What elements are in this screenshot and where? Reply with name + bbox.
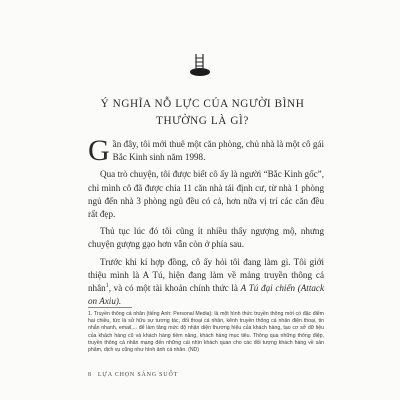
paragraph-2: Qua trò chuyện, tôi được biết cô ấy là người “Bắc Kinh gốc”, chỉ mình cô đã được chia 11 căn nhà tái định cư, từ nhà 1 phòng ngủ đến nhà 3 phòng ngủ đều có cả, hơn nữa vị trí các căn đều rất đẹp. [88, 169, 324, 220]
body-text [88, 134, 324, 312]
paragraph-1-text: ần đây, tôi mới thuê một căn phòng, chủ nhà là một cô gái Bắc Kinh sinh năm 1998. [112, 139, 324, 163]
paragraph-4-cont: , và có một tài khoản chính thức là [108, 283, 241, 294]
paragraph-4-text: Trước khi kí hợp đồng, cô ấy hỏi tôi đang làm gì. Tôi giới thiệu mình là A Tú, hiện đang làm về mảng truyền thông cá nhân [88, 256, 324, 294]
chapter-title: Ý NGHĨA NỖ LỰC CỦA NGƯỜI BÌNH THƯỜNG LÀ GÌ? [100, 98, 305, 127]
footnote: 1. Truyền thông cá nhân (tiếng Anh: Personal Media): là một hình thức truyền thông mới có đặc điểm hai chiều, tức là sử hữu sự tương tác, đối thoại cá nhân, kênh truyền thông cá nhân điện thoại, tin nhắn nhanh, email,... để làm tăng mức độ nhận diện thương hiệu của khách hàng, tạo cơ sở dữ liệu của khách hàng cũ và khách hàng tiềm năng, khách hàng mục tiêu. Thông qua những thông điệp, truyền thông cá nhân mang đến những cái nhìn khách quan cho các đối tượng khách hàng về sản phẩm, dịch vụ cũng như hình ảnh cá nhân. (ND) [88, 311, 324, 354]
drop-cap: G [88, 134, 110, 167]
well-with-ladder-icon [186, 52, 214, 78]
page-number: 8 [88, 372, 92, 378]
footnote-ref: 1 [105, 283, 109, 289]
paragraph-3: Thủ tục lúc đó tôi cũng ít nhiều thấy ngượng mộ, nhưng chuyện gượng gạo hơn vẫn còn ở phía sau. [88, 226, 324, 250]
paragraph-4 [88, 256, 324, 309]
page-footer [88, 372, 324, 378]
footnote-divider [88, 307, 132, 308]
account-name: A Tú đại chiến (Attack on Axiu). [88, 283, 324, 307]
paragraph-1 [88, 134, 324, 167]
running-title: LỰA CHỌN SÀNG SUỐT [97, 372, 179, 378]
